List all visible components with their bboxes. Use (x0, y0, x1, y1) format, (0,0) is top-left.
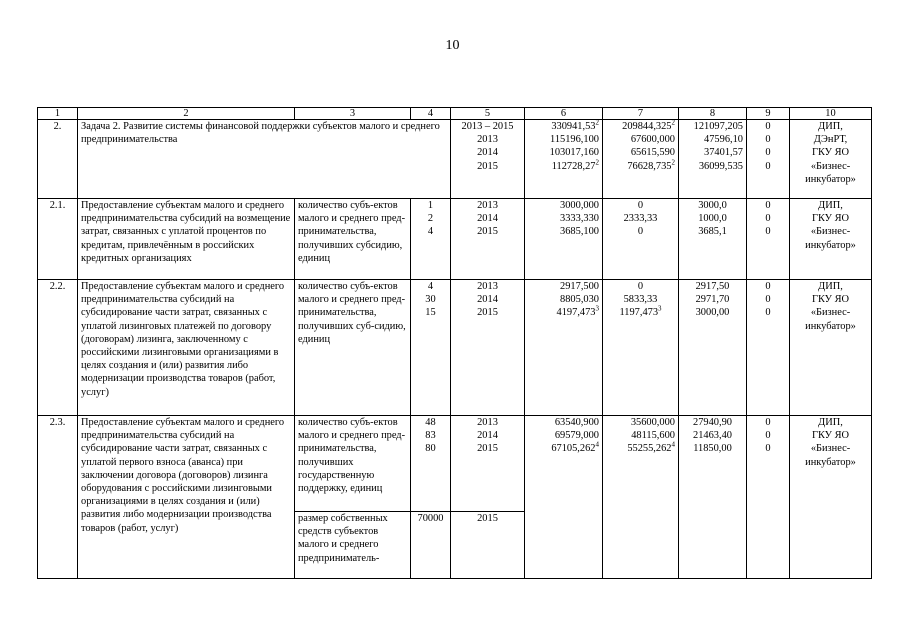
header-cell: 6 (525, 108, 603, 120)
indicator-values: 48 83 80 (411, 416, 451, 512)
amount: 65615,590 (630, 147, 675, 159)
total-cell: 3000,000 3333,330 3685,100 (525, 199, 603, 280)
indicator-name: количество субъ-ектов малого и среднего пред-принимательства, получивших субсидию, единиц (295, 199, 411, 280)
header-cell: 9 (747, 108, 790, 120)
amount: 76628,735$^2$ (627, 158, 675, 172)
executor-cell: ДИП, ГКУ ЯО «Бизнес- инкубатор» (790, 416, 872, 579)
federal-cell: 0 2333,33 0 (603, 199, 679, 280)
table-row (38, 199, 872, 280)
year: 2014 (477, 147, 498, 159)
table-row (38, 120, 872, 199)
header-cell: 10 (790, 108, 872, 120)
header-cell: 8 (679, 108, 747, 120)
indicator-values: 70000 (411, 512, 451, 579)
regional-cell: 121097,205 47596,10 37401,57 36099,535 (679, 120, 747, 199)
column-numbers-row (38, 108, 872, 120)
years-cell: 2013 2014 2015 (451, 280, 525, 416)
indicator-values: 1 2 4 (411, 199, 451, 280)
measure-description: Предоставление субъектам малого и среднего предпринимательства субсидий на возмещение затрат, связанных с уплатой процентов по кредитам, привлечённым в российских кредитных организациях (78, 199, 295, 280)
total-cell: 63540,900 69579,000 67105,262$^4$ (525, 416, 603, 579)
page-number: 10 (445, 38, 460, 53)
indicator-name: количество субъ-ектов малого и среднего пред-принимательства, получивших суб-сидию, единиц (295, 280, 411, 416)
table-row (38, 416, 872, 512)
executor-cell: ДИП, ГКУ ЯО «Бизнес- инкубатор» (790, 199, 872, 280)
indicator-name: количество субъ-ектов малого и среднего пред-принимательства, получивших государственную поддержку, единиц (295, 416, 411, 512)
amount: 112728,27$^2$ (551, 158, 599, 172)
executor-cell: ДИП, ДЭнРТ, ГКУ ЯО «Бизнес- инкубатор» (790, 120, 872, 199)
amount: 330941,53$^2$ (551, 119, 599, 132)
year: 2013 (477, 134, 498, 146)
measure-description: Предоставление субъектам малого и среднего предпринимательства субсидий на субсидирование части затрат, связанных с уплатой первого взноса (аванса) при заключении договора (договоров) лизинга оборудования с российскими лизинговыми организациями в целях создания и (или) развития либо модернизации производства товаров (работ, услуг) (78, 416, 295, 579)
task-title: Задача 2. Развитие системы финансовой поддержки субъектов малого и среднего предпринимательства (78, 120, 451, 199)
amount: 115196,100 (550, 134, 599, 146)
total-cell (525, 120, 603, 199)
header-cell: 7 (603, 108, 679, 120)
executor-cell: ДИП, ГКУ ЯО «Бизнес- инкубатор» (790, 280, 872, 416)
regional-cell: 2917,50 2971,70 3000,00 (679, 280, 747, 416)
header-cell: 4 (411, 108, 451, 120)
row-number: 2.1. (38, 199, 78, 280)
header-cell: 5 (451, 108, 525, 120)
other-cell: 0 0 0 0 (747, 120, 790, 199)
row-number: 2.3. (38, 416, 78, 579)
table-row (38, 280, 872, 416)
indicator-name: размер собственных средств субъектов малого и среднего предприниматель- (295, 512, 411, 579)
years-cell: 2013 2014 2015 (451, 416, 525, 512)
indicator-values: 4 30 15 (411, 280, 451, 416)
program-table (37, 107, 872, 579)
years-cell: 2015 (451, 512, 525, 579)
other-cell: 0 0 0 (747, 199, 790, 280)
header-cell: 1 (38, 108, 78, 120)
federal-cell (603, 120, 679, 199)
measure-description: Предоставление субъектам малого и среднего предпринимательства субсидий на субсидирование части затрат, связанных с уплатой лизинговых платежей по договору (договорам) лизинга, заключенному с российскими лизинговыми организациями в целях создания и (или) развития либо модернизации производства товаров (работ, услуг) (78, 280, 295, 416)
regional-cell: 3000,0 1000,0 3685,1 (679, 199, 747, 280)
other-cell: 0 0 0 (747, 416, 790, 579)
row-number: 2. (38, 120, 78, 199)
header-cell: 3 (295, 108, 411, 120)
amount: 103017,160 (549, 147, 599, 159)
federal-cell: 35600,000 48115,600 55255,262$^4$ (603, 416, 679, 579)
year: 2013 – 2015 (461, 121, 514, 132)
row-number: 2.2. (38, 280, 78, 416)
years-cell: 2013 2014 2015 (451, 199, 525, 280)
federal-cell: 0 5833,33 1197,473$^3$ (603, 280, 679, 416)
header-cell: 2 (78, 108, 295, 120)
total-cell: 2917,500 8805,030 4197,473$^3$ (525, 280, 603, 416)
regional-cell: 27940,90 21463,40 11850,00 (679, 416, 747, 579)
amount: 67600,000 (630, 134, 675, 146)
amount: 209844,325$^2$ (622, 119, 675, 132)
year: 2015 (477, 160, 498, 172)
years-cell (451, 120, 525, 199)
other-cell: 0 0 0 (747, 280, 790, 416)
